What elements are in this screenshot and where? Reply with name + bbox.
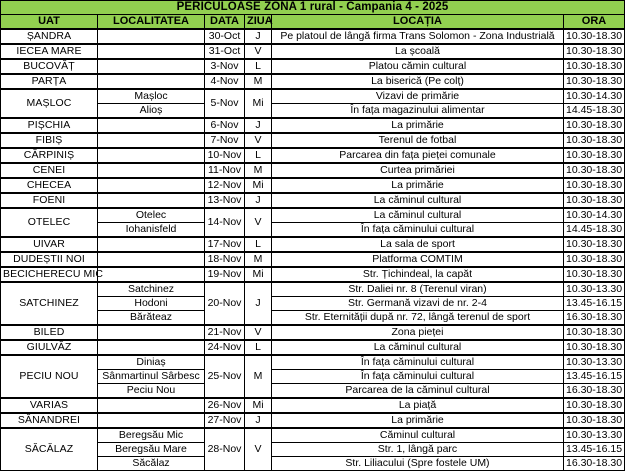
uat-cell: GIULVĂZ: [1, 340, 98, 355]
uat-cell: ȘANDRA: [1, 29, 98, 44]
uat-cell: UIVAR: [1, 237, 98, 252]
data-cell: 3-Nov: [205, 59, 245, 74]
ziua-cell: V: [245, 44, 272, 59]
ziua-cell: L: [245, 340, 272, 355]
ora-cell: 10.30-13.30: [564, 355, 625, 370]
ziua-cell: L: [245, 237, 272, 252]
ora-cell: 16.30-18.30: [564, 384, 625, 399]
locatie-cell: În fața căminului cultural: [272, 223, 564, 238]
locatie-cell: Platforma COMTIM: [272, 252, 564, 267]
uat-cell: SĂNANDREI: [1, 413, 98, 428]
uat-cell: FOENI: [1, 193, 98, 208]
uat-cell: PECIU NOU: [1, 355, 98, 398]
localitate-cell: Săcălaz: [98, 457, 205, 471]
ora-cell: 10.30-18.30: [564, 413, 625, 428]
locatie-cell: Str. Eternității după nr. 72, lângă terenul de sport: [272, 311, 564, 326]
data-cell: 24-Nov: [205, 340, 245, 355]
locatie-cell: La școală: [272, 44, 564, 59]
ora-cell: 10.30-13.30: [564, 282, 625, 297]
localitate-cell: [98, 398, 205, 413]
localitate-cell: [98, 163, 205, 178]
uat-cell: BUCOVĂȚ: [1, 59, 98, 74]
table-row: [1, 355, 625, 370]
ziua-cell: L: [245, 148, 272, 163]
uat-cell: OTELEC: [1, 208, 98, 237]
locatie-cell: Terenul de fotbal: [272, 133, 564, 148]
locatie-cell: Vizavi de primărie: [272, 89, 564, 104]
ora-cell: 10.30-18.30: [564, 398, 625, 413]
ora-cell: 14.45-18.30: [564, 104, 625, 119]
ziua-cell: Mi: [245, 178, 272, 193]
ora-cell: 10.30-18.30: [564, 74, 625, 89]
data-cell: 19-Nov: [205, 267, 245, 282]
localitate-cell: [98, 252, 205, 267]
ora-cell: 13.45-16.15: [564, 370, 625, 384]
locatie-cell: La sala de sport: [272, 237, 564, 252]
locatie-cell: Zona pieței: [272, 325, 564, 340]
locatie-cell: Platou cămin cultural: [272, 59, 564, 74]
uat-cell: MAȘLOC: [1, 89, 98, 118]
ora-cell: 10.30-18.30: [564, 118, 625, 133]
ora-cell: 16.30-18.30: [564, 457, 625, 471]
localitate-cell: [98, 267, 205, 282]
locatie-cell: Str. Daliei nr. 8 (Terenul viran): [272, 282, 564, 297]
ziua-cell: Mi: [245, 267, 272, 282]
localitate-cell: [98, 118, 205, 133]
locatie-cell: Str. 1, lângă parc: [272, 443, 564, 457]
localitate-cell: Otelec: [98, 208, 205, 223]
data-cell: 7-Nov: [205, 133, 245, 148]
locatie-cell: La biserică (Pe colț): [272, 74, 564, 89]
column-header-localitatea: LOCALITATEA: [98, 15, 205, 30]
locatie-cell: În fața căminului cultural: [272, 370, 564, 384]
locatie-cell: Curtea primăriei: [272, 163, 564, 178]
table-row: [1, 208, 625, 223]
table-row: [1, 29, 625, 44]
localitate-cell: Beregsău Mare: [98, 443, 205, 457]
data-cell: 28-Nov: [205, 428, 245, 471]
locatie-cell: La piață: [272, 398, 564, 413]
locatie-cell: Parcarea din fața pieței comunale: [272, 148, 564, 163]
table-row: [1, 267, 625, 282]
localitate-cell: [98, 133, 205, 148]
ziua-cell: J: [245, 193, 272, 208]
ziua-cell: V: [245, 133, 272, 148]
localitate-cell: Hodoni: [98, 297, 205, 311]
ora-cell: 10.30-18.30: [564, 267, 625, 282]
data-cell: 31-Oct: [205, 44, 245, 59]
ziua-cell: M: [245, 355, 272, 398]
locatie-cell: La căminul cultural: [272, 208, 564, 223]
table-row: [1, 44, 625, 59]
ziua-cell: J: [245, 29, 272, 44]
locatie-cell: La căminul cultural: [272, 193, 564, 208]
localitate-cell: [98, 413, 205, 428]
locatie-cell: Pe platoul de lângă firma Trans Solomon - Zona Industrială: [272, 29, 564, 44]
table-row: [1, 163, 625, 178]
locatie-cell: În fața magazinului alimentar: [272, 104, 564, 119]
ora-cell: 10.30-18.30: [564, 59, 625, 74]
ora-cell: 13.45-16.15: [564, 443, 625, 457]
ora-cell: 10.30-18.30: [564, 325, 625, 340]
localitate-cell: Mașloc: [98, 89, 205, 104]
uat-cell: PIȘCHIA: [1, 118, 98, 133]
data-cell: 30-Oct: [205, 29, 245, 44]
localitate-cell: [98, 237, 205, 252]
ziua-cell: M: [245, 74, 272, 89]
ora-cell: 10.30-18.30: [564, 193, 625, 208]
uat-cell: VARIAS: [1, 398, 98, 413]
locatie-cell: Str. Liliacului (Spre fostele UM): [272, 457, 564, 471]
locatie-cell: Căminul cultural: [272, 428, 564, 443]
table-row: [1, 325, 625, 340]
locatie-cell: Parcarea de la căminul cultural: [272, 384, 564, 399]
ziua-cell: J: [245, 118, 272, 133]
table-row: [1, 413, 625, 428]
ora-cell: 10.30-18.30: [564, 44, 625, 59]
localitate-cell: Sânmartinul Sârbesc: [98, 370, 205, 384]
column-header-ziua: ZIUA: [245, 15, 272, 30]
column-header-uat: UAT: [1, 15, 98, 30]
uat-cell: CENEI: [1, 163, 98, 178]
ziua-cell: Mi: [245, 398, 272, 413]
ora-cell: 10.30-14.30: [564, 208, 625, 223]
data-cell: 14-Nov: [205, 208, 245, 237]
localitate-cell: Iohanisfeld: [98, 223, 205, 238]
ziua-cell: M: [245, 252, 272, 267]
table-row: [1, 398, 625, 413]
data-cell: 4-Nov: [205, 74, 245, 89]
localitate-cell: Satchinez: [98, 282, 205, 297]
localitate-cell: Beregsău Mic: [98, 428, 205, 443]
uat-cell: IECEA MARE: [1, 44, 98, 59]
column-header-data: DATA: [205, 15, 245, 30]
ora-cell: 10.30-14.30: [564, 89, 625, 104]
table-body: [1, 29, 625, 471]
data-cell: 11-Nov: [205, 163, 245, 178]
ora-cell: 10.30-18.30: [564, 252, 625, 267]
ziua-cell: M: [245, 163, 272, 178]
locatie-cell: La primărie: [272, 118, 564, 133]
table-row: [1, 237, 625, 252]
localitate-cell: [98, 193, 205, 208]
table-row: [1, 59, 625, 74]
ziua-cell: V: [245, 208, 272, 237]
localitate-cell: [98, 148, 205, 163]
uat-cell: CĂRPINIȘ: [1, 148, 98, 163]
localitate-cell: Bărăteaz: [98, 311, 205, 326]
localitate-cell: [98, 59, 205, 74]
uat-cell: FIBIȘ: [1, 133, 98, 148]
table-row: [1, 118, 625, 133]
data-cell: 6-Nov: [205, 118, 245, 133]
data-cell: 13-Nov: [205, 193, 245, 208]
localitate-cell: [98, 44, 205, 59]
locatie-cell: Str. Țichindeal, la capăt: [272, 267, 564, 282]
ora-cell: 10.30-18.30: [564, 29, 625, 44]
localitate-cell: Diniaș: [98, 355, 205, 370]
ora-cell: 10.30-18.30: [564, 237, 625, 252]
ora-cell: 10.30-18.30: [564, 163, 625, 178]
table-row: [1, 178, 625, 193]
data-cell: 10-Nov: [205, 148, 245, 163]
ziua-cell: L: [245, 59, 272, 74]
localitate-cell: [98, 340, 205, 355]
column-header-locatia: LOCAȚIA: [272, 15, 564, 30]
uat-cell: PARȚA: [1, 74, 98, 89]
ora-cell: 10.30-18.30: [564, 178, 625, 193]
uat-cell: SĂCĂLAZ: [1, 428, 98, 471]
ora-cell: 10.30-18.30: [564, 133, 625, 148]
uat-cell: DUDEȘTII NOI: [1, 252, 98, 267]
uat-cell: CHECEA: [1, 178, 98, 193]
table-row: [1, 74, 625, 89]
ziua-cell: J: [245, 282, 272, 325]
localitate-cell: Peciu Nou: [98, 384, 205, 399]
data-cell: 25-Nov: [205, 355, 245, 398]
locatie-cell: Str. Germană vizavi de nr. 2-4: [272, 297, 564, 311]
column-header-row: [1, 15, 625, 30]
data-cell: 26-Nov: [205, 398, 245, 413]
title-row: [1, 1, 625, 15]
localitate-cell: [98, 29, 205, 44]
table-row: [1, 193, 625, 208]
ora-cell: 10.30-18.30: [564, 148, 625, 163]
table-row: [1, 133, 625, 148]
table-row: [1, 428, 625, 443]
table-row: [1, 282, 625, 297]
ora-cell: 13.45-16.15: [564, 297, 625, 311]
ziua-cell: V: [245, 325, 272, 340]
localitate-cell: [98, 178, 205, 193]
ora-cell: 14.45-18.30: [564, 223, 625, 238]
uat-cell: BECICHERECU MIC: [1, 267, 98, 282]
ora-cell: 10.30-13.30: [564, 428, 625, 443]
table-row: [1, 252, 625, 267]
localitate-cell: [98, 74, 205, 89]
data-cell: 27-Nov: [205, 413, 245, 428]
data-cell: 17-Nov: [205, 237, 245, 252]
data-cell: 12-Nov: [205, 178, 245, 193]
localitate-cell: Alioș: [98, 104, 205, 119]
ziua-cell: Mi: [245, 89, 272, 118]
locatie-cell: La primărie: [272, 178, 564, 193]
table-row: [1, 89, 625, 104]
locatie-cell: La primărie: [272, 413, 564, 428]
localitate-cell: [98, 325, 205, 340]
page-title: PERICULOASE ZONA 1 rural - Campania 4 - 2025: [1, 1, 625, 15]
data-cell: 20-Nov: [205, 282, 245, 325]
locatie-cell: În fața căminului cultural: [272, 355, 564, 370]
table-row: [1, 148, 625, 163]
ziua-cell: V: [245, 428, 272, 471]
column-header-ora: ORA: [564, 15, 625, 30]
ora-cell: 10.30-18.30: [564, 340, 625, 355]
locatie-cell: La căminul cultural: [272, 340, 564, 355]
table-row: [1, 340, 625, 355]
uat-cell: BILED: [1, 325, 98, 340]
ziua-cell: J: [245, 413, 272, 428]
ora-cell: 16.30-18.30: [564, 311, 625, 326]
data-cell: 21-Nov: [205, 325, 245, 340]
data-cell: 18-Nov: [205, 252, 245, 267]
uat-cell: SATCHINEZ: [1, 282, 98, 325]
data-cell: 5-Nov: [205, 89, 245, 118]
